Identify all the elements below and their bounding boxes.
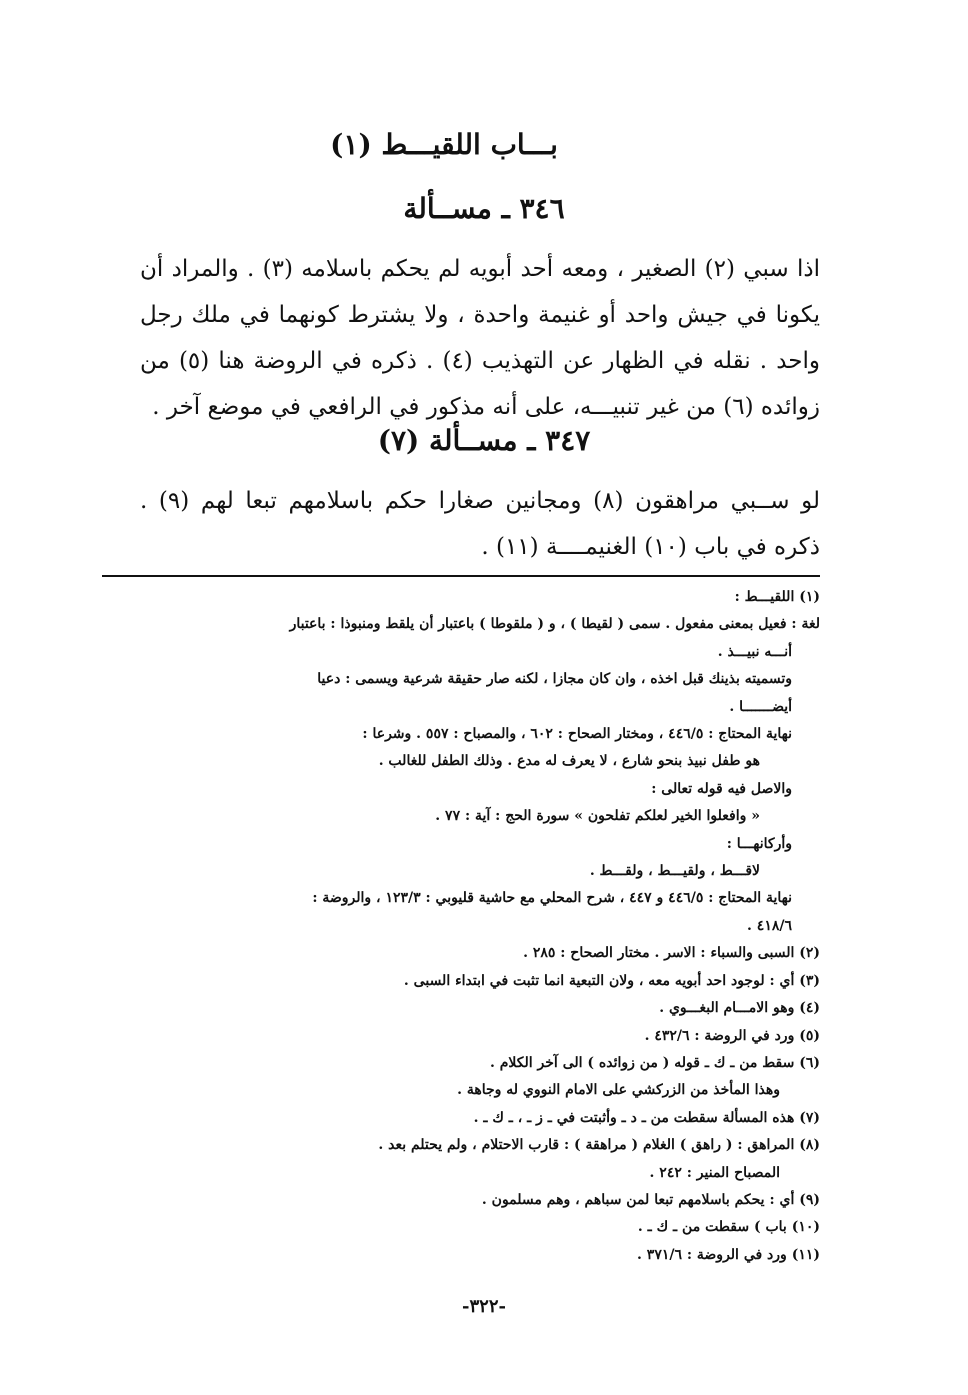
footnote-line: لاقـــط ، ولقيـــط ، ولقـــط . [589,863,760,880]
footnote-line: أنـــه نبيـــذ . [717,643,792,660]
footnote-line: (٣) أي : لوجود احد أبويه معه ، ولان التبعية انما تثبت في ابتداء السبى . [403,972,820,989]
footnote-line: لغة : فعيل بمعنى مفعول . سمى ( لقيطا ) ، و ( ملقوطا ) باعتبار أن يلقط ومنبوذا : باعتبار [289,616,820,633]
footnote-line: (١٠) باب ) سقطت من ـ ك ـ . [637,1219,820,1236]
footnote-line: (٨) المراهق : ( راهق ) الغلام ( مراهقة ) : قارب الاحتلام ، ولم يحتلم بعد . [378,1137,820,1154]
footnote-line: (٢) السبى والسباء : الاسر . مختار الصحاح : ٢٨٥ . [523,945,820,962]
footnote-line: ٤١٨/٦ . [747,917,792,934]
footnote-line: هو طفل نبيذ بنحو شارع ، لا يعرف له مدع . وذلك الطفل للغالب . [378,753,760,770]
footnote-line: نهاية المحتاج : ٤٤٦/٥ و ٤٤٧ ، شرح المحلي مع حاشية قليوبي : ١٢٣/٣ ، والروضة : [312,890,792,907]
footnote-line: وهذا المأخذ من الزركشي على الامام النووي له وجاهة . [457,1082,780,1099]
footnote-line: والاصل فيه قوله تعالى : [651,780,792,797]
page-number: -٣٢٢- [462,1296,506,1317]
footnote-line: (٩) أي : يحكم باسلامهم تبعا لمن سباهم ، وهم مسلمون . [481,1191,820,1208]
footnote-line: (١) اللقيـــط : [734,589,820,605]
footnote-line: أيضـــــــا . [729,698,792,715]
footnote-line: (٧) هذه المسألة سقطت من ـ د ـ وأثبتت في ـ ز ـ ، ـ ك ـ . [473,1109,820,1126]
chapter-title [0,128,968,161]
masala-346-heading: ٣٤٦ ـ مســألة [403,192,565,225]
footnote-line: « وافعلوا الخير لعلكم تفلحون » سورة الحج : آية : ٧٧ . [435,808,760,825]
masala-347-heading: ٣٤٧ ـ مســألة (٧) [377,424,591,457]
footnote-line: (١١) ورد في الروضة : ٣٧١/٦ . [637,1246,820,1263]
footnote-line: (٤) وهو الامـــام البغـــوي . [659,1000,820,1017]
chapter-title-text: بـــاب اللقيـــط (١) [330,128,558,161]
footnote-line: المصباح المنير : ٢٤٢ . [649,1164,780,1181]
footnote-line: (٦) سقط من ـ ك ـ قوله ( من زوائده ) الى آخر الكلام . [490,1054,820,1071]
footnotes [105,584,820,1269]
masala-346-paragraph: اذا سبي (٢) الصغير ، ومعه أحد أبويه لم يحكم باسلامه (٣) . والمراد أن يكونا في جيش واحد أو غنيمة واحدة ، ولا يشترط كونهما في ملك رجل واحد . نقله في الظهار عن التهذيب (٤) . ذكره في الروضة هنا (٥) من زوائده (٦) من غير تنبيـــه، على أنه مذكور في الرافعي في موضع آخر . [140,256,821,420]
footnote-separator [102,575,820,577]
footnote-line: (٥) ورد في الروضة : ٤٣٢/٦ . [644,1027,820,1044]
footnote-line: وأركانهـــا : [726,835,792,852]
masala-347-paragraph: لو ســبي مراهقون (٨) ومجانين صغارا حكم باسلامهم تبعا لهم (٩) . ذكره في باب (١٠) الغنيمــــة (١١) . [140,488,821,560]
footnote-line: وتسميته بذينك قبل اخذه ، وان كان مجازا ، لكنه صار حقيقة شرعية ويسمى : دعيا [317,671,792,688]
footnote-line: نهاية المحتاج : ٤٤٦/٥ ، ومختار الصحاح : ٦٠٢ ، والمصباح : ٥٥٧ . وشرعا : [362,726,792,743]
